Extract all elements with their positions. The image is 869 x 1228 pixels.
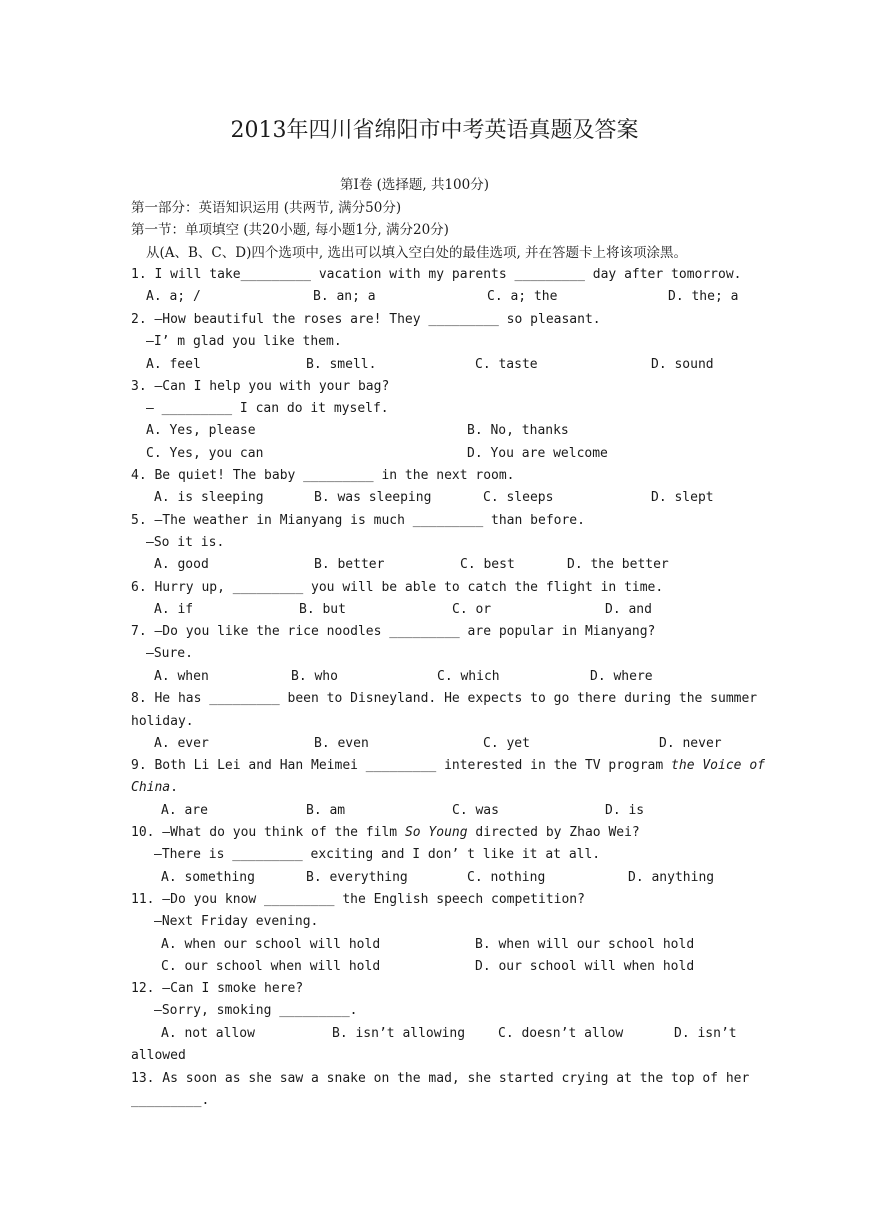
option-5a: A. good — [154, 557, 209, 572]
option-11c: C. our school when will hold — [161, 959, 381, 974]
option-4d: D. slept — [651, 490, 714, 505]
option-4c: C. sleeps — [483, 490, 554, 505]
option-7c: C. which — [437, 669, 500, 684]
option-9d: D. is — [605, 803, 645, 818]
option-3d: D. You are welcome — [467, 446, 608, 461]
option-9b: B. am — [306, 803, 346, 818]
question-9-continued — [131, 780, 178, 796]
option-10b: B. everything — [306, 870, 408, 885]
question-9 — [131, 758, 765, 774]
question-13: 13. As soon as she saw a snake on the mad, she started crying at the top of her — [131, 1071, 750, 1086]
option-1b: B. an; a — [313, 289, 376, 304]
option-6a: A. if — [154, 602, 194, 617]
option-4a: A. is sleeping — [154, 490, 264, 505]
option-1a: A. a; / — [146, 289, 201, 304]
option-8c: C. yet — [483, 736, 530, 751]
film-title: So Young — [404, 825, 468, 840]
response-2: —I’ m glad you like them. — [146, 334, 342, 349]
option-2a: A. feel — [146, 357, 201, 372]
question-7: 7. —Do you like the rice noodles _________ are popular in Mianyang? — [131, 624, 656, 639]
response-5: —So it is. — [146, 535, 225, 550]
program-title-end: China — [131, 780, 171, 795]
option-6c: C. or — [452, 602, 492, 617]
question-6: 6. Hurry up, _________ you will be able to catch the flight in time. — [131, 580, 664, 595]
option-12c: C. doesn’t allow — [498, 1026, 624, 1041]
option-8d: D. never — [659, 736, 722, 751]
question-10-text-end: directed by Zhao Wei? — [467, 825, 640, 840]
option-8b: B. even — [314, 736, 369, 751]
question-8-continued: holiday. — [131, 714, 194, 729]
option-5c: C. best — [460, 557, 515, 572]
document-title: 2013年四川省绵阳市中考英语真题及答案 — [230, 118, 639, 143]
option-6b: B. but — [299, 602, 346, 617]
option-4b: B. was sleeping — [314, 490, 432, 505]
response-3: — _________ I can do it myself. — [146, 401, 389, 416]
option-11d: D. our school will when hold — [475, 959, 695, 974]
question-12: 12. —Can I smoke here? — [131, 981, 304, 996]
instructions: 从(A、B、C、D)四个选项中, 选出可以填入空白处的最佳选项, 并在答题卡上将该项涂黑。 — [146, 245, 688, 261]
option-1c: C. a; the — [487, 289, 558, 304]
response-10: —There is _________ exciting and I don’ t like it at all. — [154, 847, 601, 862]
question-13-continued: _________. — [131, 1093, 210, 1108]
option-7b: B. who — [291, 669, 338, 684]
option-9a: A. are — [161, 803, 208, 818]
question-10-text: 10. —What do you think of the film — [131, 825, 405, 840]
question-5: 5. —The weather in Mianyang is much _________ than before. — [131, 513, 585, 528]
question-4: 4. Be quiet! The baby _________ in the next room. — [131, 468, 515, 483]
option-7a: A. when — [154, 669, 209, 684]
option-12d-continued: allowed — [131, 1048, 186, 1063]
question-9-text: 9. Both Li Lei and Han Meimei _________ interested in the TV program — [131, 758, 672, 773]
question-2: 2. —How beautiful the roses are! They _________ so pleasant. — [131, 312, 601, 327]
question-1: 1. I will take_________ vacation with my parents _________ day after tomorrow. — [131, 267, 742, 282]
option-5d: D. the better — [567, 557, 669, 572]
option-3c: C. Yes, you can — [146, 446, 264, 461]
option-2d: D. sound — [651, 357, 714, 372]
option-11b: B. when will our school hold — [475, 937, 695, 952]
question-3: 3. —Can I help you with your bag? — [131, 379, 390, 394]
option-7d: D. where — [590, 669, 653, 684]
part-heading: 第一部分：英语知识运用 (共两节, 满分50分) — [131, 200, 402, 216]
option-3b: B. No, thanks — [467, 423, 569, 438]
program-title: the Voice of — [671, 758, 765, 773]
option-3a: A. Yes, please — [146, 423, 256, 438]
option-12b: B. isn’t allowing — [332, 1026, 466, 1041]
option-10c: C. nothing — [467, 870, 546, 885]
section-heading: 第Ⅰ卷 (选择题, 共100分) — [340, 177, 490, 193]
response-11: —Next Friday evening. — [154, 914, 319, 929]
option-11a: A. when our school will hold — [161, 937, 381, 952]
option-5b: B. better — [314, 557, 385, 572]
option-2c: C. taste — [475, 357, 538, 372]
option-12a: A. not allow — [161, 1026, 255, 1041]
option-10d: D. anything — [628, 870, 715, 885]
option-6d: D. and — [605, 602, 652, 617]
question-11: 11. —Do you know _________ the English speech competition? — [131, 892, 585, 907]
option-10a: A. something — [161, 870, 255, 885]
option-9c: C. was — [452, 803, 499, 818]
subsection-heading: 第一节：单项填空 (共20小题, 每小题1分, 满分20分) — [131, 222, 449, 238]
question-9-period: . — [170, 780, 178, 795]
response-7: —Sure. — [146, 646, 193, 661]
option-12d: D. isn’t — [674, 1026, 737, 1041]
question-10 — [131, 825, 640, 841]
question-8: 8. He has _________ been to Disneyland. He expects to go there during the summer — [131, 691, 758, 706]
option-2b: B. smell. — [306, 357, 377, 372]
response-12: —Sorry, smoking _________. — [154, 1003, 358, 1018]
option-8a: A. ever — [154, 736, 209, 751]
option-1d: D. the; a — [668, 289, 739, 304]
